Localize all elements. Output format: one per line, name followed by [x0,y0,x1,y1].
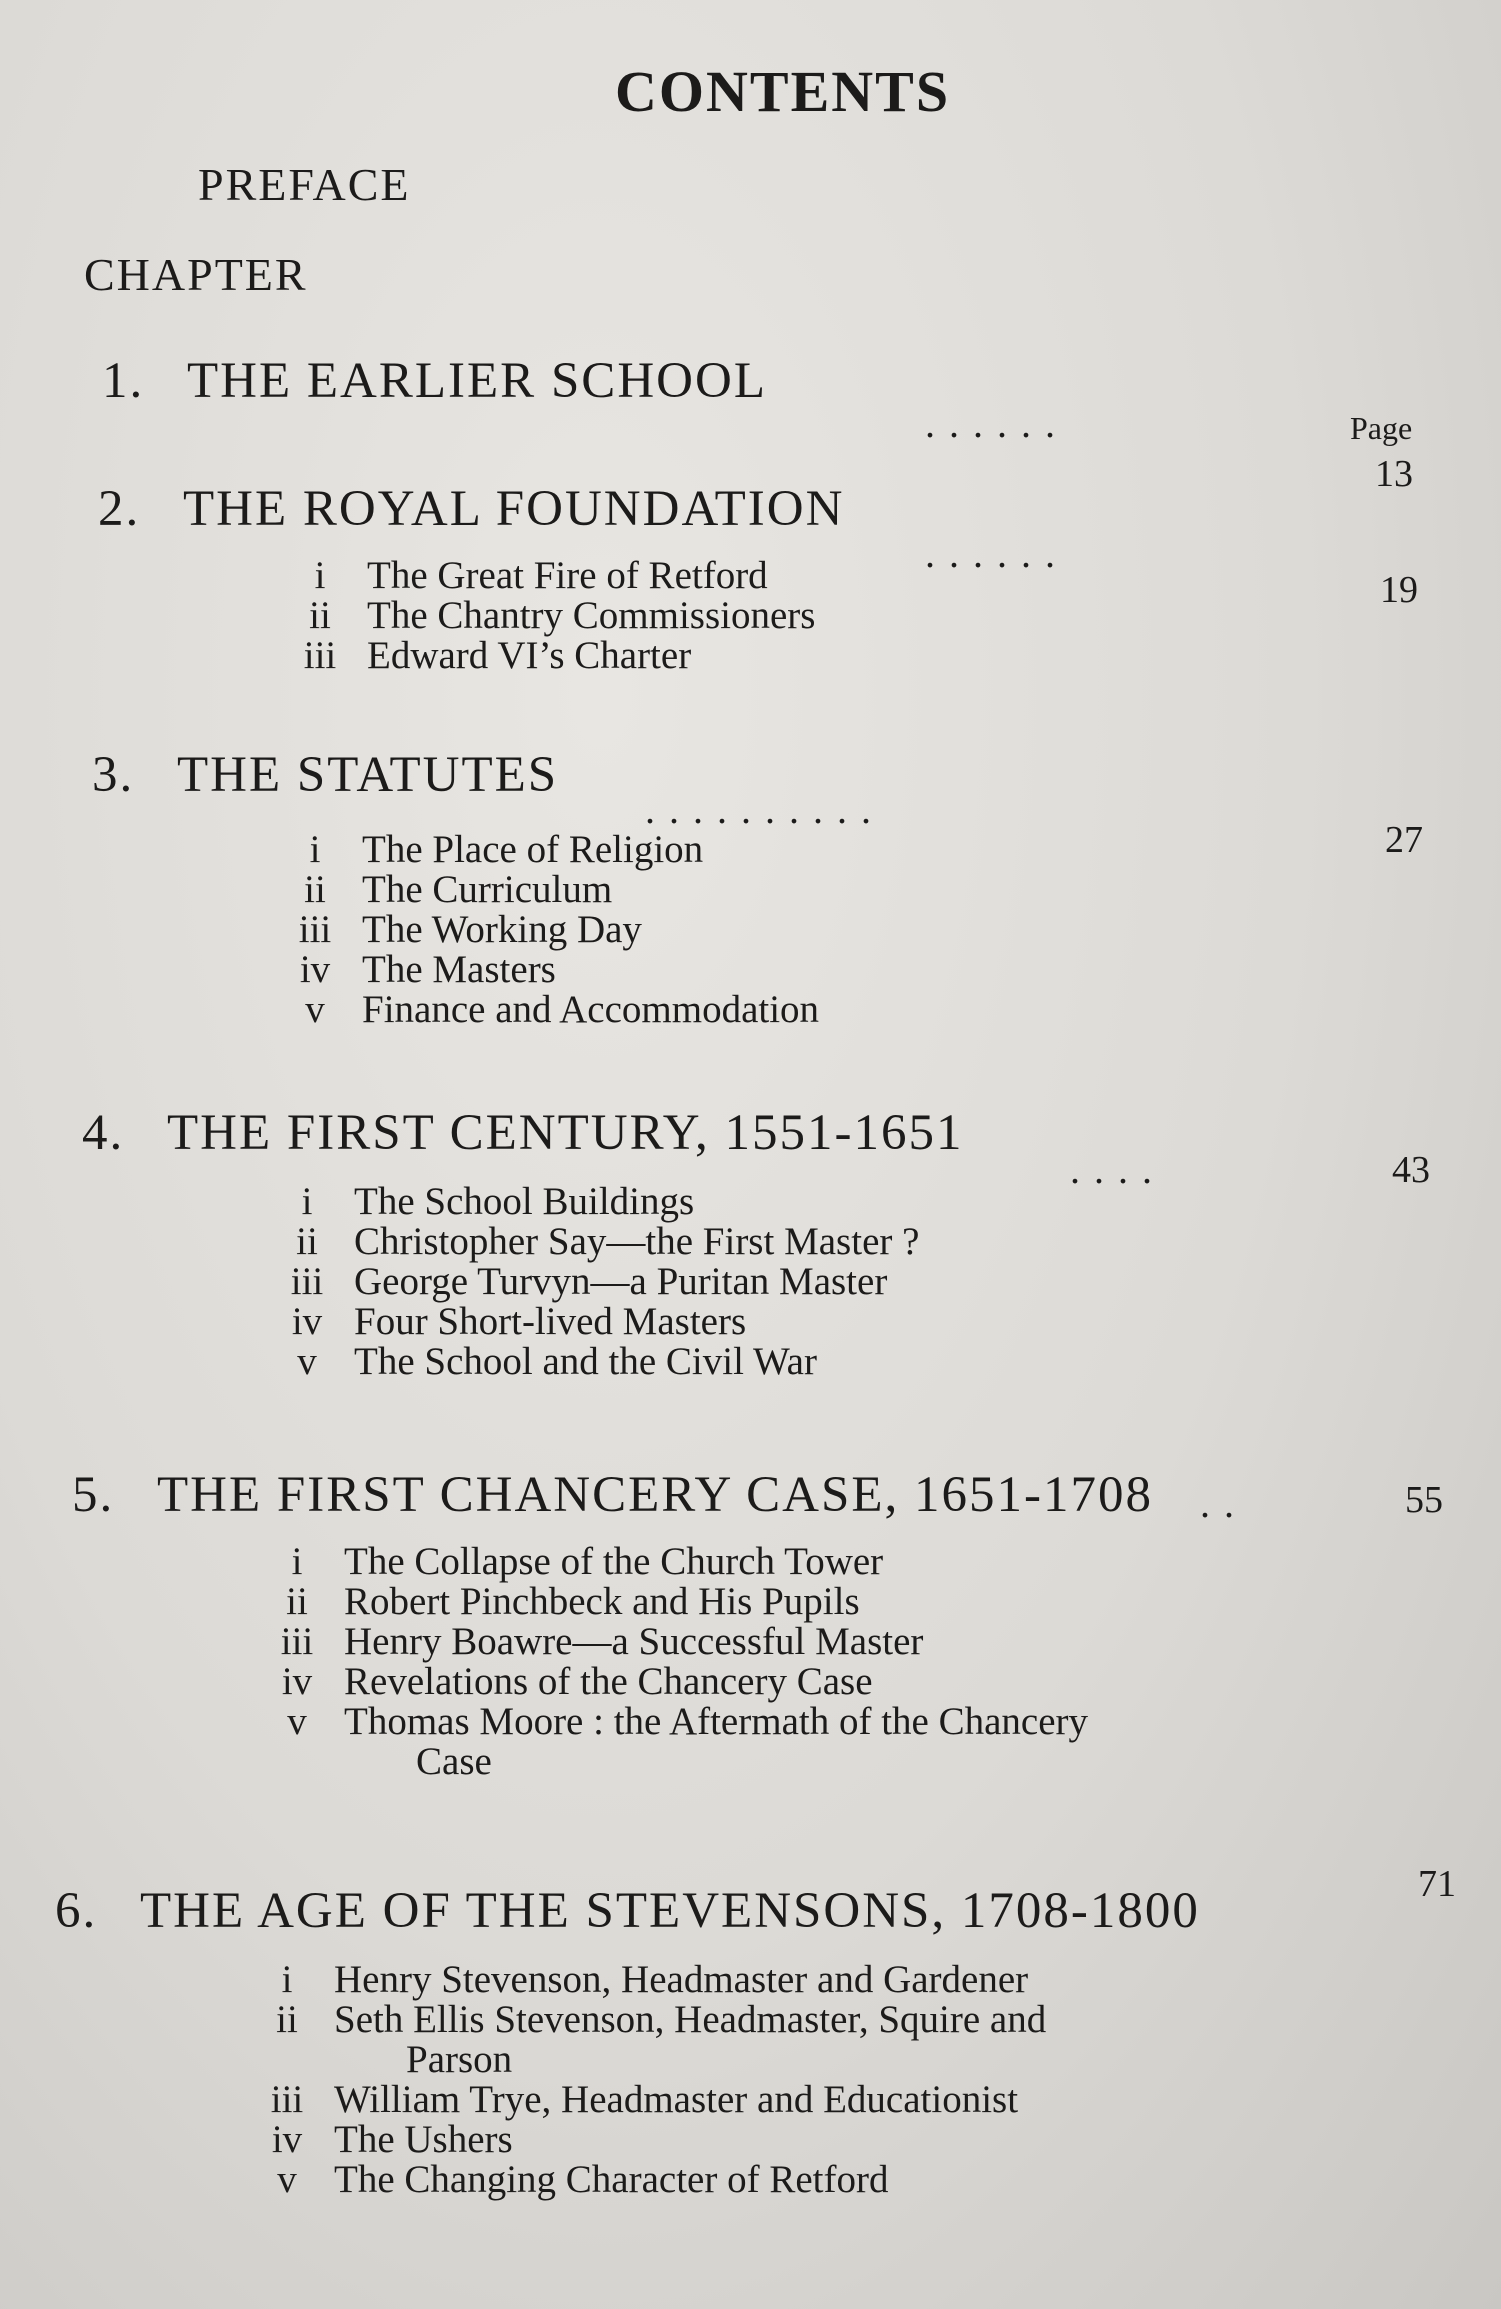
section-title: Revelations of the Chancery Case [344,1660,873,1703]
section-title: The Masters [362,948,556,991]
page-column-label: Page [1350,410,1413,446]
section-title: The Curriculum [362,868,613,911]
section-numeral: v [287,1700,307,1743]
leader-dots: . . . . . . [925,531,1057,576]
leader-dots: . . . . . . . . . . [645,787,873,832]
section-item [282,1302,919,1342]
section-title: Christopher Say—the First Master ? [354,1220,920,1263]
page-number: 43 [1392,1149,1430,1191]
section-title: Robert Pinchbeck and His Pupils [344,1580,860,1623]
section-numeral: ii [296,1220,318,1263]
section-numeral: v [277,2158,297,2201]
chapter-title: THE EARLIER SCHOOL [187,353,767,409]
chapter-column-label: CHAPTER [84,249,308,300]
chapter-number: 4. [82,1105,125,1161]
section-list [262,1960,1046,2200]
leader-dots: . . . . . . [925,401,1057,446]
section-item [290,870,819,910]
page-number: 19 [1380,569,1418,611]
section-title: Edward VI’s Charter [367,634,692,677]
section-title: The Working Day [362,908,642,951]
section-item [272,1582,1088,1622]
section-item [295,596,815,636]
chapter-heading [98,480,844,538]
section-item [290,990,819,1030]
section-title: George Turvyn—a Puritan Master [354,1260,888,1303]
section-title: The Collapse of the Church Tower [344,1540,884,1583]
chapter-heading [72,1466,1153,1524]
section-title: William Trye, Headmaster and Educationist [334,2078,1019,2121]
section-numeral: iv [291,1300,323,1343]
section-title: Thomas Moore : the Aftermath of the Chancery [344,1700,1089,1743]
section-numeral: iii [298,908,332,951]
section-title: Finance and Accommodation [362,988,820,1031]
section-list [272,1542,1088,1782]
section-numeral: ii [309,594,331,637]
section-list [295,556,815,676]
section-numeral: iv [271,2118,303,2161]
section-item [282,1182,919,1222]
chapter-number: 6. [55,1883,98,1939]
section-numeral: i [314,554,326,597]
chapter-heading [102,352,767,410]
page-number: 13 [1375,453,1413,495]
section-item [262,2000,1046,2040]
chapter-title: THE FIRST CHANCERY CASE, 1651-1708 [157,1467,1154,1523]
section-numeral: ii [304,868,326,911]
section-numeral: ii [276,1998,298,2041]
chapter-title: THE ROYAL FOUNDATION [183,481,845,537]
section-numeral: iv [281,1660,313,1703]
chapter-title: THE FIRST CENTURY, 1551-1651 [167,1105,964,1161]
chapter-title: THE STATUTES [177,747,559,803]
section-title: The School and the Civil War [354,1340,817,1383]
section-numeral: iv [299,948,331,991]
chapter-heading [92,746,558,804]
section-item [272,1622,1088,1662]
section-numeral: iii [303,634,337,677]
section-numeral: ii [286,1580,308,1623]
section-numeral: i [309,828,321,871]
section-item [282,1262,919,1302]
chapter-number: 2. [98,481,141,537]
section-title: The Changing Character of Retford [334,2158,889,2201]
page-number: 55 [1405,1479,1443,1521]
section-numeral: i [291,1540,303,1583]
page-number: 27 [1385,819,1423,861]
section-item [272,1702,1088,1742]
section-numeral: iii [290,1260,324,1303]
section-item [262,2120,1046,2160]
section-item [272,1542,1088,1582]
section-item [262,1960,1046,2000]
page-title: CONTENTS [615,59,951,124]
section-title: Four Short-lived Masters [354,1300,747,1343]
section-item [272,1662,1088,1702]
section-title: Parson [406,2038,513,2081]
chapter-heading [82,1104,964,1162]
section-title: The Great Fire of Retford [367,554,768,597]
chapter-heading [55,1882,1200,1940]
section-title: The Place of Religion [362,828,704,871]
chapter-number: 1. [102,353,145,409]
section-item [290,950,819,990]
section-title: Henry Boawre—a Successful Master [344,1620,924,1663]
section-title: The Ushers [334,2118,513,2161]
section-item [282,1342,919,1382]
section-item [290,910,819,950]
section-title: Henry Stevenson, Headmaster and Gardener [334,1958,1029,2001]
section-title: The School Buildings [354,1180,695,1223]
section-numeral: v [297,1340,317,1383]
section-numeral: iii [280,1620,314,1663]
leader-dots: . . [1200,1481,1236,1526]
section-numeral: iii [270,2078,304,2121]
section-title: Seth Ellis Stevenson, Headmaster, Squire and [334,1998,1047,2041]
section-numeral: i [281,1958,293,2001]
section-item-continuation [272,1742,1088,1782]
section-list [282,1182,919,1382]
page-number: 71 [1418,1863,1456,1905]
chapter-number: 5. [72,1467,115,1523]
section-numeral: v [305,988,325,1031]
section-numeral: i [301,1180,313,1223]
section-title: The Chantry Commissioners [367,594,816,637]
chapter-number: 3. [92,747,135,803]
section-item [290,830,819,870]
section-list [290,830,819,1030]
section-item-continuation [262,2040,1046,2080]
section-item [262,2080,1046,2120]
preface-heading: PREFACE [198,159,411,210]
section-item [262,2160,1046,2200]
section-title: Case [416,1740,492,1783]
chapter-title: THE AGE OF THE STEVENSONS, 1708-1800 [140,1883,1200,1939]
section-item [295,556,815,596]
leader-dots: . . . . [1070,1147,1154,1192]
section-item [282,1222,919,1262]
section-item [295,636,815,676]
